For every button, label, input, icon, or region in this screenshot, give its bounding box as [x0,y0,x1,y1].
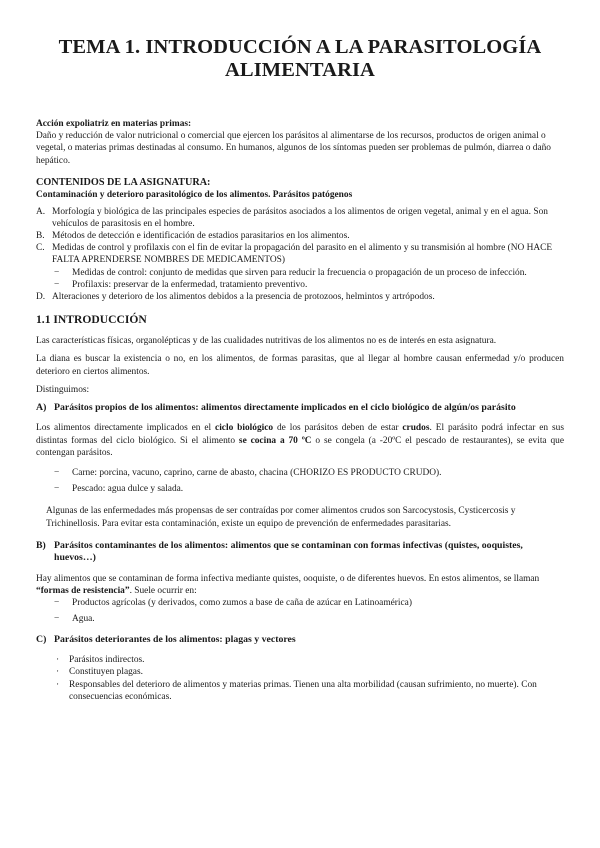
section-b-paragraph [36,573,564,597]
accion-text: Daño y reducción de valor nutricional o comercial que ejercen los parásitos al alimentarse de los recursos, productos de origen animal o vegetal, o materias primas destinadas al consumo. En humanos, algunos de los síntomas pueden ser problemas de pulmón, diarrea o daño hepático. [36,131,551,166]
dash-marker: − [54,468,60,479]
item-marker: B. [36,230,45,241]
contenidos-heading: CONTENIDOS DE LA ASIGNATURA: [36,176,211,188]
section-a-bullet [54,467,564,479]
section-b-bullet [54,613,564,625]
section-a-heading [36,402,564,415]
section-a-paragraph [36,422,564,459]
bullet-text: Carne: porcina, vacuno, caprino, carne de abasto, chacina (CHORIZO ES PRODUCTO CRUDO). [72,468,442,479]
intro-paragraph-3: Distinguimos: [36,384,90,395]
text-run: Los alimentos directamente implicados en el [36,423,216,434]
text-run: . Suele ocurrir en: [129,586,197,597]
c-subitem-text: Medidas de control: conjunto de medidas que sirven para reducir la frecuencia o propagación de un proceso de infección. [72,267,527,278]
accion-heading: Acción expoliatriz en materias primas: [36,119,192,129]
item-text: Morfología y biológica de las principales especies de parásitos asociados a los alimentos de origen vegetal, animal y en el agua. Son vehículos de parasitosis en el hombre. [52,206,548,229]
text-run: Hay alimentos que se contaminan de forma infectiva mediante quistes, ooquiste, o de diferentes huevos. En estos alimentos, se llaman [36,573,540,584]
bullet-text: Responsables del deterioro de alimentos y materias primas. Tienen una alta morbilidad (causan sufrimiento, no muerte). Con consecuencias económicas. [69,679,537,702]
intro-heading: 1.1 INTRODUCCIÓN [36,313,147,327]
section-b-heading [36,540,564,565]
title-line-2: ALIMENTARIA [225,59,375,81]
item-text: Métodos de detección e identificación de estadios parasitarios en los alimentos. [52,230,350,241]
page-title [36,36,564,82]
text-run: o se congela (a -20ºC el pescado de restaurantes), se evita que contengan parásitos. [36,435,564,458]
section-b-bullet [54,597,564,609]
bullet-text: Productos agrícolas (y derivados, como zumos a base de caña de azúcar en Latinoamérica) [72,598,412,609]
text-run: . El parásito podrá infectar en sus distintas formas del ciclo biológico. Si el alimento [36,423,564,446]
section-title: Parásitos contaminantes de los alimentos: alimentos que se contaminan con formas infectivas (quistes, ooquistes, huevos…) [54,539,523,564]
intro-paragraph-2: La diana es buscar la existencia o no, en los alimentos, de formas parasitas, que al llegar al hombre causan enfermedad y/o producen deterioro en ciertos alimentos. [36,354,564,377]
section-a-note: Algunas de las enfermedades más propensas de ser contraídas por comer alimentos crudos son Sarcocystosis, Cysticercosis y Trichinellosis. Para evitar esta contaminación, existe un equipo de prevención de enfermedades parasitarias. [46,506,516,529]
dash-marker: − [54,484,60,495]
section-c-bullet [56,666,564,678]
contenidos-item-d [36,291,564,303]
text-run: de los parásitos deben de estar [273,423,403,434]
dot-marker: · [56,655,60,666]
section-marker: A) [36,401,47,413]
dash-marker: − [54,279,60,290]
c-subitem-text: Profilaxis: preservar de la enfermedad, tratamiento preventivo. [72,279,308,290]
bullet-text: Agua. [72,614,95,625]
dash-marker: − [54,614,60,625]
bullet-text: Parásitos indirectos. [69,655,145,666]
bold-run: crudos [402,423,430,434]
item-marker: A. [36,206,46,217]
section-title: Parásitos propios de los alimentos: alimentos directamente implicados en el ciclo biológico de algún/os parásito [54,401,516,413]
item-text: Medidas de control y profilaxis con el fin de evitar la propagación del parasito en el alimento y su transmisión al hombre (NO HACE FALTA APRENDERSE NOMBRES DE MEDICAMENTOS) [52,243,553,266]
bold-run: “formas de resistencia” [36,586,130,597]
section-c-bullet [56,654,564,666]
c-subitem [54,267,564,279]
intro-paragraph-1: Las características físicas, organolépticas y de las cualidades nutritivas de los alimentos no es de interés en esta asignatura. [36,336,497,347]
item-text: Alteraciones y deterioro de los alimentos debidos a la presencia de protozoos, helmintos y artrópodos. [52,291,435,302]
section-marker: C) [36,633,47,645]
bold-run: ciclo biológico [215,423,274,434]
section-c-heading [36,634,564,647]
contenidos-subheading: Contaminación y deterioro parasitológico de los alimentos. Parásitos patógenos [36,190,353,201]
contenidos-item-b [36,230,564,242]
dot-marker: · [56,667,60,678]
bullet-text: Constituyen plagas. [69,667,143,678]
contenidos-item-a [36,206,564,230]
bullet-text: Pescado: agua dulce y salada. [72,484,184,495]
section-a-bullet [54,483,564,495]
c-subitem [54,279,564,291]
item-marker: C. [36,243,45,254]
dash-marker: − [54,267,60,278]
title-line-1: TEMA 1. INTRODUCCIÓN A LA PARASITOLOGÍA [58,36,542,58]
section-marker: B) [36,539,46,551]
section-title: Parásitos deteriorantes de los alimentos: plagas y vectores [54,633,296,645]
contenidos-item-c [36,242,564,266]
section-c-bullet [56,679,564,703]
dot-marker: · [56,679,60,690]
dash-marker: − [54,598,60,609]
bold-run: se cocina a 70 ºC [238,435,312,446]
item-marker: D. [36,291,46,302]
